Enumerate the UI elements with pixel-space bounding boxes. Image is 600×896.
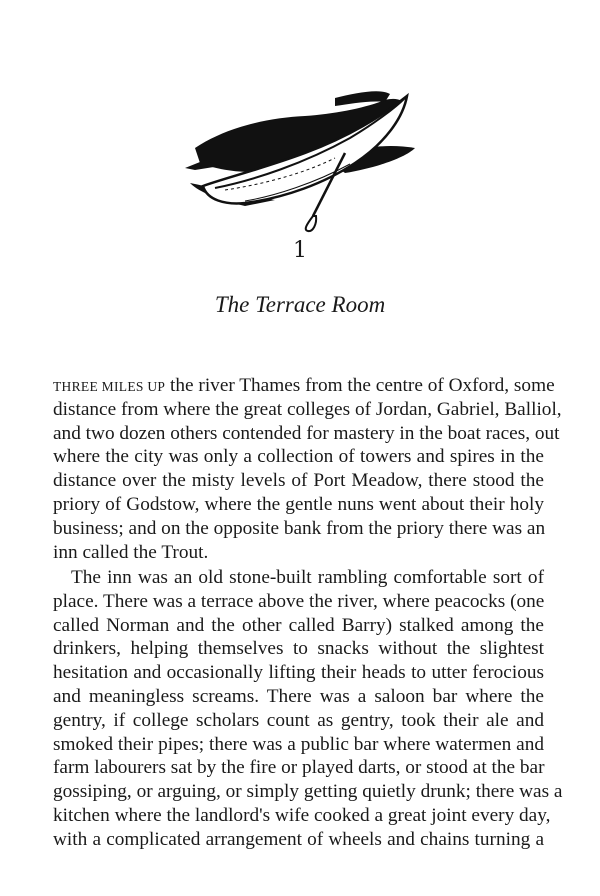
text-line: farm labourers sat by the fire or played darts, or stood at the bar	[53, 757, 545, 779]
text-fragment: the river Thames from the centre of Oxford, some	[165, 375, 555, 396]
text-line: inn called the Trout.	[53, 541, 209, 563]
text-line: smoked their pipes; there was a public bar where watermen and	[53, 733, 544, 755]
text-line: business; and on the opposite bank from the priory there was an	[53, 517, 546, 539]
text-line: gossiping, or arguing, or simply getting quietly drunk; there was a	[53, 781, 563, 803]
text-line: place. There was a terrace above the river, where peacocks (one	[53, 590, 545, 612]
text-line: where the city was only a collection of towers and spires in the	[53, 446, 544, 468]
text-line: with a complicated arrangement of wheels and chains turning a	[53, 828, 544, 850]
paragraph-2	[53, 566, 563, 852]
text-line: kitchen where the landlord's wife cooked a great joint every day,	[53, 804, 551, 826]
text-line: gentry, if college scholars count as gentry, took their ale and	[53, 709, 544, 731]
text-line: priory of Godstow, where the gentle nuns went about their holy	[53, 493, 544, 515]
text-line: distance from where the great colleges of Jordan, Gabriel, Balliol,	[53, 398, 562, 420]
paragraph-1	[53, 374, 562, 564]
text-line: and meaningless screams. There was a saloon bar where the	[53, 685, 544, 707]
canoe-illustration	[185, 88, 425, 233]
text-line: distance over the misty levels of Port Meadow, there stood the	[53, 470, 544, 492]
text-line: drinkers, helping themselves to snacks without the slightest	[53, 638, 544, 660]
text-line: called Norman and the other called Barry) stalked among the	[53, 614, 544, 636]
chapter-title: The Terrace Room	[214, 292, 386, 317]
text-line: hesitation and occasionally lifting their heads to utter ferocious	[53, 662, 544, 684]
text-line	[53, 374, 555, 398]
text-line: and two dozen others contended for mastery in the boat races, out	[53, 422, 560, 444]
small-caps-lead: THREE MILES UP	[53, 379, 166, 394]
text-line: The inn was an old stone-built rambling comfortable sort of	[71, 567, 544, 588]
chapter-number: 1	[293, 238, 307, 263]
